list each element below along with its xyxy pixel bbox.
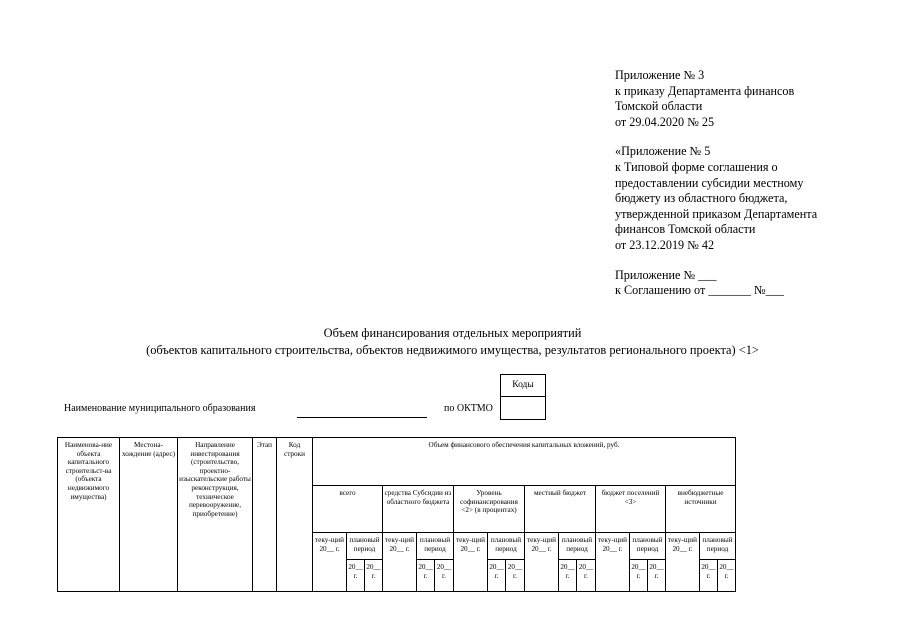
appendix-3-line: Томской области	[615, 99, 703, 114]
plan-year-header: 20__ г.	[648, 560, 666, 592]
group-local-budget-header: местный бюджет	[525, 486, 596, 533]
planned-period-header: плановый период	[630, 533, 666, 560]
col-code-header: Код строки	[277, 438, 313, 592]
current-year-header: теку-щий 20__ г.	[383, 533, 417, 592]
appendix-3-line: к приказу Департамента финансов	[615, 83, 795, 98]
appendix-header	[615, 68, 817, 299]
codes-box	[500, 374, 546, 420]
current-year-header: теку-щий 20__ г.	[666, 533, 700, 592]
financing-table	[57, 437, 736, 592]
appendix-3-line: Приложение № 3	[615, 68, 705, 82]
plan-year-header: 20__ г.	[630, 560, 648, 592]
plan-year-header: 20__ г.	[347, 560, 365, 592]
current-year-header: теку-щий 20__ г.	[454, 533, 488, 592]
appendix-5-line: «Приложение № 5	[615, 144, 711, 159]
municipality-field[interactable]	[297, 417, 427, 418]
plan-year-header: 20__ г.	[559, 560, 577, 592]
group-settlement-budget-header: бюджет поселений <3>	[596, 486, 666, 533]
group-subsidy-header: средства Субсидии из областного бюджета	[383, 486, 454, 533]
agreement-line: к Соглашению от _______ №___	[615, 283, 784, 298]
oktmo-label: по ОКТМО	[444, 403, 493, 414]
group-total-header: всего	[313, 486, 383, 533]
appendix-5-line: от 23.12.2019 № 42	[615, 237, 715, 252]
col-object-header: Наименова-ние объекта капитального строительст-ва (объекта недвижимого имущества)	[58, 438, 120, 592]
plan-year-header: 20__ г.	[577, 560, 596, 592]
plan-year-header: 20__ г.	[417, 560, 435, 592]
plan-year-header: 20__ г.	[718, 560, 736, 592]
planned-period-header: плановый период	[700, 533, 736, 560]
agreement-line: Приложение № ___	[615, 267, 717, 282]
appendix-3-line: от 29.04.2020 № 25	[615, 114, 715, 129]
document-subtitle: (объектов капитального строительства, объектов недвижимого имущества, результатов регионального проекта) <1>	[146, 343, 759, 357]
planned-period-header: плановый период	[417, 533, 454, 560]
plan-year-header: 20__ г.	[365, 560, 383, 592]
planned-period-header: плановый период	[347, 533, 383, 560]
col-financing-header: Объем финансового обеспечения капитальных вложений, руб.	[313, 438, 736, 486]
document-title: Объем финансирования отдельных мероприятий	[323, 326, 582, 340]
current-year-header: теку-щий 20__ г.	[596, 533, 630, 592]
plan-year-header: 20__ г.	[435, 560, 454, 592]
current-year-header: теку-щий 20__ г.	[313, 533, 347, 592]
plan-year-header: 20__ г.	[506, 560, 525, 592]
col-location-header: Местона-хождение (адрес)	[120, 438, 178, 592]
appendix-5-line: утвержденной приказом Департамента	[615, 206, 818, 221]
group-extrabudgetary-header: внебюджетные источники	[666, 486, 736, 533]
plan-year-header: 20__ г.	[700, 560, 718, 592]
appendix-5-line: бюджету из областного бюджета,	[615, 191, 788, 206]
appendix-5-line: финансов Томской области	[615, 222, 756, 237]
municipality-label: Наименование муниципального образования	[64, 403, 256, 414]
planned-period-header: плановый период	[488, 533, 525, 560]
plan-year-header: 20__ г.	[488, 560, 506, 592]
col-stage-header: Этап	[253, 438, 277, 592]
codes-label: Коды	[501, 375, 545, 397]
planned-period-header: плановый период	[559, 533, 596, 560]
col-direction-header: Направление инвестирования (строительство, проектно-изыскательские работы реконструкция, техническое перевооружение, приобретение)	[178, 438, 253, 592]
group-cofinancing-header: Уровень софинансирования <2> (в процентах)	[454, 486, 525, 533]
current-year-header: теку-щий 20__ г.	[525, 533, 559, 592]
appendix-5-line: предоставлении субсидии местному	[615, 175, 804, 190]
appendix-5-line: к Типовой форме соглашения о	[615, 159, 778, 174]
